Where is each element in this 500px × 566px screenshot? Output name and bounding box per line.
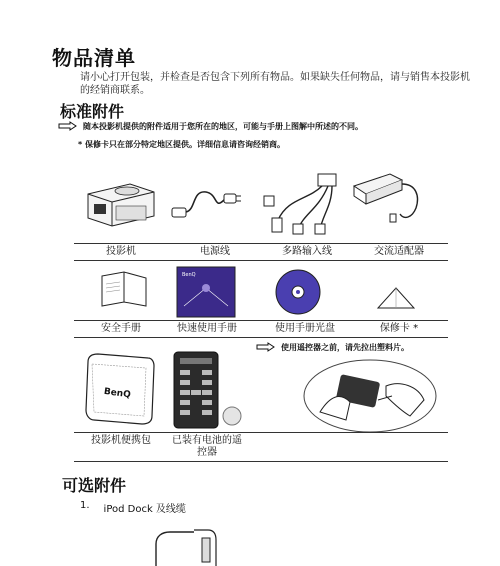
note-remote: [256, 342, 409, 353]
power-cord-image: [170, 180, 242, 224]
pointing-hand-icon: [58, 121, 78, 132]
note-region: [58, 121, 363, 132]
caption-manual-cd: 使用手册光盘: [275, 323, 335, 334]
note-remote-text: 使用遥控器之前，请先拉出塑料片。: [281, 343, 409, 352]
caption-safety-manual: 安全手册: [101, 323, 141, 334]
caption-power-cord: 电源线: [200, 246, 230, 257]
caption-projector: 投影机: [106, 246, 136, 257]
ipod-dock-image: [150, 524, 230, 566]
caption-ac-adapter: 交流适配器: [374, 246, 424, 257]
manual-brand-text: BenQ: [182, 272, 196, 278]
pointing-hand-icon: [256, 342, 276, 353]
carry-bag-image: [82, 352, 158, 426]
optional-item-label: iPod Dock 及线缆: [103, 504, 186, 515]
quick-start-guide-image: [176, 266, 236, 318]
caption-multi-input-cable: 多路输入线: [282, 246, 332, 257]
hand-pulling-tab-image: [300, 356, 440, 436]
warranty-card-image: [376, 284, 416, 312]
optional-item-number: 1.: [80, 500, 90, 511]
caption-warranty-card: 保修卡 *: [379, 323, 419, 334]
page-title: 物品清单: [52, 46, 136, 70]
standard-heading: 标准附件: [60, 102, 125, 121]
multi-input-cable-image: [258, 170, 348, 236]
safety-manual-image: [98, 270, 150, 310]
note-warranty: * 保修卡只在部分特定地区提供。详细信息请咨询经销商。: [78, 140, 285, 149]
intro-text: 请小心打开包装，并检查是否包含下列所有物品。如果缺失任何物品，请与销售本投影机的经销商联系。: [80, 72, 470, 96]
note-region-text: 随本投影机提供的附件适用于您所在的地区，可能与手册上图解中所述的不同。: [83, 122, 363, 131]
remote-control-image: [172, 350, 246, 430]
caption-carry-bag: 投影机便携包: [91, 435, 151, 446]
projector-image: [82, 176, 160, 228]
caption-quick-start-guide: 快速使用手册: [177, 323, 237, 334]
optional-heading: 可选附件: [62, 476, 127, 495]
bag-brand-text: BenQ: [103, 386, 132, 401]
optional-item: [80, 500, 186, 515]
ac-adapter-image: [350, 168, 430, 224]
manual-cd-image: [274, 268, 322, 316]
caption-remote-control: 已装有电池的遥控器: [172, 435, 242, 458]
